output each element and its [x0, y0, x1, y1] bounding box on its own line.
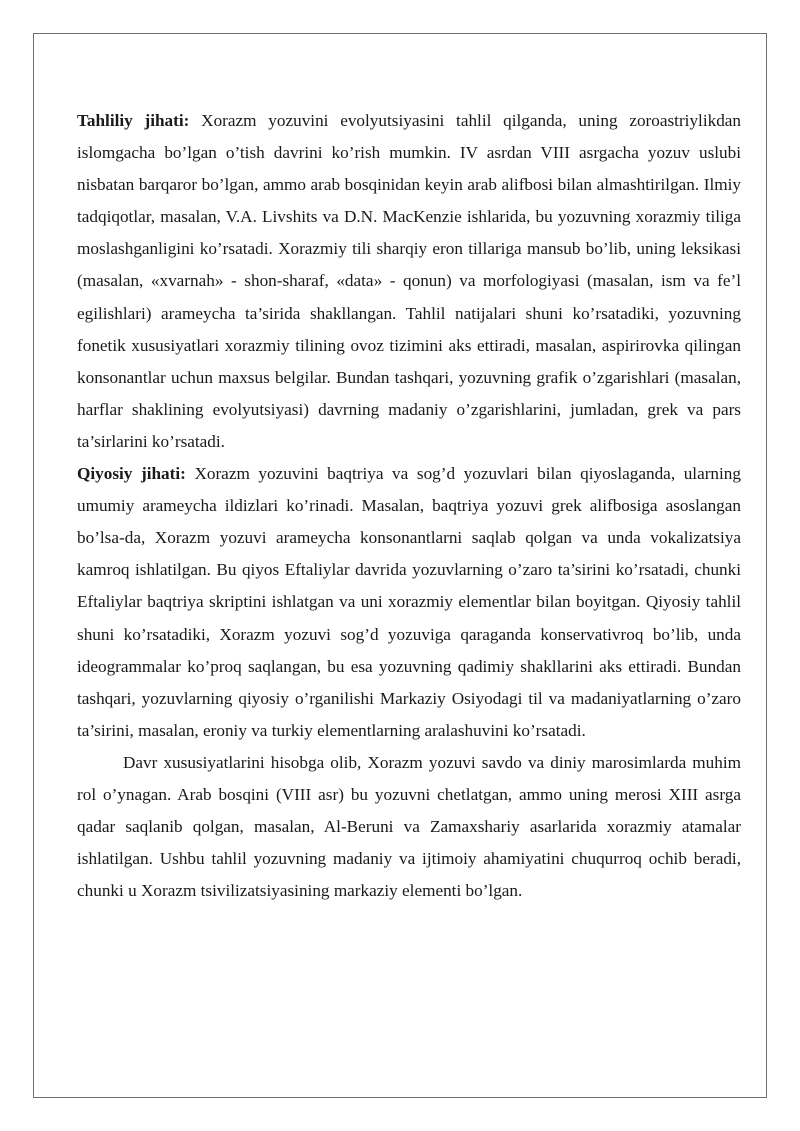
paragraph-heading: Qiyosiy jihati: — [77, 464, 186, 484]
paragraph-text: Xorazm yozuvini evolyutsiyasini tahlil qilganda, uning zoroastriylikdan islomgacha bo’lgan o’tish davrini ko’rish mumkin. IV asrdan VIII asrgacha yozuv uslubi nisbatan barqaror bo’lgan, ammo arab bosqinidan keyin arab alifbosi bilan almashtirilgan. Ilmiy tadqiqotlar, masalan, V.A. Livshits va D.N. MacKenzie ishlarida, bu yozuvning xorazmiy tiliga moslashganligini ko’rsatadi. Xorazmiy tili sharqiy eron tillariga mansub bo’lib, uning leksikasi (masalan, «xvarnah» - shon-sharaf, «data» - qonun) va morfologiyasi (masalan, ism va fe’l egilishlari) arameycha ta’sirida shakllangan. Tahlil natijalari shuni ko’rsatadiki, yozuvning fonetik xususiyatlari xorazmiy tilining ovoz tizimini aks ettiradi, masalan, aspirirovka qilingan konsonantlar uchun maxsus belgilar. Bundan tashqari, yozuvning grafik o’zgarishlari (masalan, harflar shaklining evolyutsiyasi) davrning madaniy o’zgarishlarini, jumladan, grek va pars ta’sirlarini ko’rsatadi. — [77, 111, 742, 451]
paragraph-period — [77, 747, 741, 907]
paragraph-comparative — [77, 458, 741, 747]
document-body — [77, 105, 741, 907]
paragraph-analytical — [77, 105, 741, 458]
paragraph-text: Xorazm yozuvini baqtriya va sog’d yozuvlari bilan qiyoslaganda, ularning umumiy arameycha ildizlari ko’rinadi. Masalan, baqtriya yozuvi grek alifbosiga asoslangan bo’lsa-da, Xorazm yozuvi arameycha konsonantlarni saqlab qolgan va unda vokalizatsiya kamroq ishlatilgan. Bu qiyos Eftaliylar davrida yozuvlarning o’zaro ta’sirini ko’rsatadi, chunki Eftaliylar baqtriya skriptini ishlatgan va uni xorazmiy elementlar bilan boyitgan. Qiyosiy tahlil shuni ko’rsatadiki, Xorazm yozuvi sog’d yozuviga qaraganda konservativroq bo’lib, unda ideogrammalar ko’proq saqlangan, bu esa yozuvning qadimiy shakllarini aks ettiradi. Bundan tashqari, yozuvlarning qiyosiy o’rganilishi Markaziy Osiyodagi til va madaniyatlarning o’zaro ta’sirini, masalan, eroniy va turkiy elementlarning aralashuvini ko’rsatadi. — [77, 464, 741, 740]
paragraph-text: Davr xususiyatlarini hisobga olib, Xorazm yozuvi savdo va diniy marosimlarda muhim rol o’ynagan. Arab bosqini (VIII asr) bu yozuvni chetlatgan, ammo uning merosi XIII asrga qadar saqlanib qolgan, masalan, Al-Beruni va Zamaxshariy asarlarida xorazmiy atamalar ishlatilgan. Ushbu tahlil yozuvning madaniy va ijtimoiy ahamiyatini chuqurroq ochib beradi, chunki u Xorazm tsivilizatsiyasining markaziy elementi bo’lgan. — [77, 752, 741, 901]
paragraph-heading: Tahliliy jihati: — [77, 111, 190, 130]
